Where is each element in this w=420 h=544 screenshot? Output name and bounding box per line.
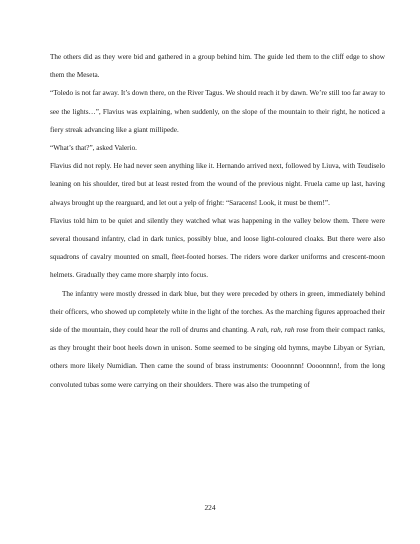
paragraph — [50, 139, 385, 157]
text-run: Flavius did not reply. He had never seen anything like it. Hernando arrived next, followed by Liuva, with Teudiselo leaning on his shoulder, tired but at least rested from the wound of the previous night. Fruela came up last, having always brought up the rearguard, and let out a yelp of fright: “Saracens! Look, it must be them!”. — [50, 162, 385, 207]
page-number: 224 — [204, 503, 216, 512]
text-run: “What’s that?”, asked Valerio. — [50, 144, 137, 153]
body-text — [50, 48, 385, 394]
paragraph — [50, 212, 385, 285]
paragraph — [50, 285, 385, 394]
paragraph — [50, 84, 385, 139]
text-run: “Toledo is not far away. It’s down there, on the River Tagus. We should reach it by dawn. We’re still too far away to see the lights…”, Flavius was explaining, when suddenly, on the slope of the mountain to their right, he noticed a fiery streak advancing like a giant millipede. — [50, 89, 385, 134]
paragraph — [50, 157, 385, 212]
text-run: The others did as they were bid and gathered in a group behind him. The guide led them to the cliff edge to show them the Meseta. — [50, 53, 385, 80]
paragraph — [50, 48, 385, 84]
text-run: Flavius told him to be quiet and silently they watched what was happening in the valley below them. There were several thousand infantry, clad in dark tunics, possibly blue, and loose light-coloured cloaks. But there were also squadrons of cavalry mounted on small, fleet-footed horses. The riders wore darker uniforms and crescent-moon helmets. Gradually they came more sharply into focus. — [50, 216, 385, 280]
text-run: The infantry were mostly dressed in dark blue, but they were preceded by others in green, immediately behind their officers, who showed up completely white in the light of the torches. As the marching figures approached their side of the mountain, they could hear the roll of drums and chanting. A — [50, 289, 385, 335]
italic-text: rah, rah, rah — [257, 326, 295, 335]
text-run: rose from their compact ranks, as they brought their boot heels down in unison. Some seemed to be singing old hymns, maybe Libyan or Syrian, others more likely Numidian. Then came the sound of brass instruments: Oooonnnn! Oooonnnn!, from the long convoluted tubas some were carrying on their shoulders. There was also the trumpeting of — [50, 326, 385, 389]
